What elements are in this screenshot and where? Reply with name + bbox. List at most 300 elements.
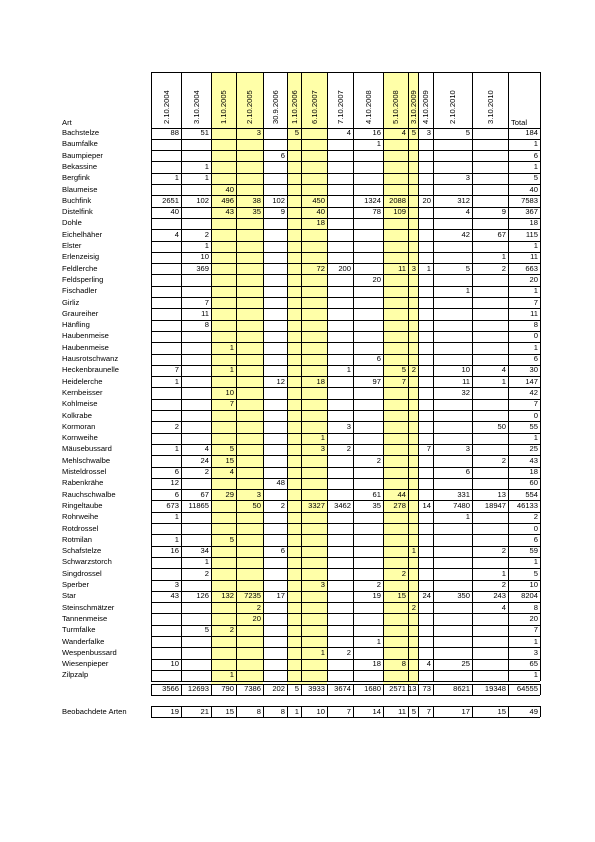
total-cell: 7 (533, 399, 538, 409)
count-cell: 48 (276, 478, 285, 488)
count-cell: 7 (401, 376, 406, 386)
count-cell: 2 (501, 455, 506, 465)
count-cell: 6 (280, 546, 285, 556)
total-cell: 7 (533, 297, 538, 307)
count-cell: 7480 (453, 500, 470, 510)
count-cell: 11865 (188, 500, 209, 510)
sum-cell: 7386 (244, 684, 261, 694)
total-cell: 59 (529, 546, 538, 556)
grid-line (151, 161, 540, 162)
count-cell: 102 (196, 195, 209, 205)
species-count-cell: 19 (170, 706, 179, 716)
total-header: Total (511, 117, 528, 127)
species-name: Mäusebussard (62, 444, 112, 454)
count-cell: 7 (426, 444, 431, 454)
total-cell: 8 (533, 602, 538, 612)
grid-line (151, 150, 540, 151)
count-cell: 1 (204, 161, 209, 171)
count-cell: 1 (229, 342, 234, 352)
species-name: Baumpieper (62, 150, 103, 160)
count-cell: 3 (426, 128, 431, 137)
species-name: Bachstelze (62, 128, 100, 137)
grid-line (151, 241, 540, 242)
grand-total-cell: 64555 (516, 684, 538, 694)
count-cell: 13 (497, 489, 506, 499)
species-count-cell: 15 (225, 706, 234, 716)
sum-cell: 12693 (187, 684, 209, 694)
species-count-cell: 1 (294, 706, 299, 716)
count-cell: 1 (465, 512, 470, 522)
total-cell: 1 (533, 670, 538, 680)
count-cell: 4 (346, 128, 351, 137)
count-cell: 2 (346, 647, 351, 657)
grid-line (540, 706, 541, 717)
species-name: Hänfling (62, 320, 90, 330)
count-cell: 2 (204, 568, 209, 578)
species-name: Blaumeise (62, 184, 98, 194)
grid-line (151, 534, 540, 535)
count-cell: 1 (174, 444, 179, 454)
species-name: Bergfink (62, 173, 90, 183)
count-cell: 200 (338, 263, 351, 273)
count-cell: 1 (346, 365, 351, 375)
species-name: Schafstelze (62, 546, 102, 556)
species-count-total-cell: 49 (529, 706, 538, 716)
species-name: Wespenbussard (62, 647, 117, 657)
count-cell: 109 (393, 207, 406, 217)
species-name: Feldsperling (62, 274, 104, 284)
grid-line (151, 297, 540, 298)
species-name: Bekassine (62, 161, 98, 171)
total-cell: 10 (529, 580, 538, 589)
total-cell: 554 (525, 489, 538, 499)
species-name: Haubenmeise (62, 342, 109, 352)
count-cell: 1 (229, 365, 234, 375)
date-header: 4.10.2008 (363, 89, 373, 124)
count-cell: 19 (372, 591, 381, 601)
total-cell: 1 (533, 286, 538, 296)
total-cell: 0 (533, 410, 538, 420)
total-cell: 1 (533, 433, 538, 443)
total-cell: 8 (533, 320, 538, 330)
species-name: Erlenzeisig (62, 252, 100, 262)
count-cell: 3327 (308, 500, 325, 510)
total-cell: 30 (529, 365, 538, 375)
grid-line (151, 195, 540, 196)
count-cell: 7 (204, 297, 209, 307)
species-name: Buchfink (62, 195, 92, 205)
count-cell: 4 (501, 365, 506, 375)
species-name: Tannenmeise (62, 613, 108, 623)
count-cell: 10 (170, 659, 179, 669)
count-cell: 450 (312, 195, 325, 205)
count-cell: 3462 (334, 500, 351, 510)
date-header: 6.10.2007 (309, 89, 319, 124)
grid-line (151, 410, 540, 411)
grid-line (151, 636, 540, 637)
total-cell: 0 (533, 331, 538, 341)
count-cell: 9 (280, 207, 285, 217)
species-name: Fischadler (62, 286, 98, 296)
date-header: 4.10.2009 (421, 89, 430, 124)
grid-line (151, 557, 540, 558)
count-cell: 10 (225, 387, 234, 397)
count-cell: 369 (196, 263, 209, 273)
total-cell: 367 (525, 207, 538, 217)
species-count-cell: 5 (411, 706, 416, 716)
grid-line (151, 308, 540, 309)
species-name: Singdrossel (62, 568, 102, 578)
count-cell: 2 (204, 229, 209, 239)
count-cell: 12 (276, 376, 285, 386)
count-cell: 67 (497, 229, 506, 239)
count-cell: 1 (501, 376, 506, 386)
count-cell: 78 (372, 207, 381, 217)
species-name: Wiesenpieper (62, 659, 109, 669)
species-name: Elster (62, 241, 82, 250)
count-cell: 6 (280, 150, 285, 160)
count-cell: 1 (229, 670, 234, 680)
count-cell: 1 (174, 376, 179, 386)
count-cell: 88 (170, 128, 179, 137)
count-cell: 18 (316, 376, 325, 386)
sum-cell: 13 (408, 684, 417, 694)
count-cell: 5 (229, 444, 234, 454)
species-name: Rabenkrähe (62, 478, 104, 488)
count-cell: 1 (426, 263, 431, 273)
date-header: 2.10.2004 (161, 89, 171, 124)
count-cell: 243 (493, 591, 506, 601)
count-cell: 102 (272, 195, 285, 205)
count-cell: 18947 (484, 500, 506, 510)
count-cell: 5 (294, 128, 299, 137)
count-cell: 38 (252, 195, 261, 205)
grid-line (151, 331, 540, 332)
sum-cell: 73 (422, 684, 431, 694)
count-cell: 2088 (389, 195, 406, 205)
grid-line (540, 684, 541, 695)
count-cell: 2651 (162, 195, 179, 205)
count-cell: 7 (229, 399, 234, 409)
species-name: Turmfalke (62, 625, 96, 635)
count-cell: 2 (401, 568, 406, 578)
species-name: Zilpzalp (62, 670, 89, 680)
count-cell: 2 (280, 500, 285, 510)
species-name: Sperber (62, 580, 90, 589)
total-cell: 20 (529, 274, 538, 284)
count-cell: 34 (200, 546, 209, 556)
grid-line (151, 184, 540, 185)
total-cell: 115 (525, 229, 538, 239)
species-name: Distelfink (62, 207, 93, 217)
total-cell: 0 (533, 523, 538, 533)
species-count-cell: 7 (346, 706, 351, 716)
total-cell: 663 (525, 263, 538, 273)
species-name: Wanderfalke (62, 636, 105, 646)
count-cell: 312 (457, 195, 470, 205)
date-header: 1.10.2006 (289, 89, 299, 124)
grid-line (151, 467, 540, 468)
count-cell: 1 (376, 636, 381, 646)
count-cell: 18 (316, 218, 325, 228)
grid-line (151, 274, 540, 275)
total-cell: 40 (529, 184, 538, 194)
count-cell: 3 (320, 444, 325, 454)
species-name: Graureiher (62, 308, 99, 318)
count-cell: 3 (465, 444, 470, 454)
grid-line (151, 286, 540, 287)
count-cell: 32 (461, 387, 470, 397)
count-cell: 6 (465, 467, 470, 476)
count-cell: 2 (501, 546, 506, 556)
total-cell: 1 (533, 636, 538, 646)
count-cell: 3 (346, 421, 351, 431)
count-cell: 11 (398, 263, 406, 273)
count-cell: 1 (376, 139, 381, 149)
total-cell: 60 (529, 478, 538, 488)
count-cell: 1 (465, 286, 470, 296)
count-cell: 132 (221, 591, 234, 601)
total-cell: 65 (529, 659, 538, 669)
total-cell: 1 (533, 241, 538, 250)
date-header: 3.10.2004 (191, 89, 201, 124)
count-cell: 2 (376, 580, 381, 589)
total-cell: 18 (529, 218, 538, 228)
count-cell: 278 (393, 500, 406, 510)
count-cell: 51 (200, 128, 209, 137)
grid-line (151, 399, 540, 400)
count-cell: 7 (174, 365, 179, 375)
highlight-column (287, 72, 301, 684)
count-cell: 1 (320, 647, 325, 657)
total-cell: 2 (533, 512, 538, 522)
grid-line (151, 512, 540, 513)
grid-line (151, 625, 540, 626)
total-cell: 25 (529, 444, 538, 454)
grid-line (151, 342, 540, 343)
count-cell: 43 (170, 591, 179, 601)
count-cell: 20 (252, 613, 261, 623)
count-cell: 126 (196, 591, 209, 601)
species-name: Rauchschwalbe (62, 489, 116, 499)
count-cell: 5 (401, 365, 406, 375)
count-cell: 4 (501, 602, 506, 612)
species-count-cell: 7 (426, 706, 431, 716)
total-cell: 42 (529, 387, 538, 397)
count-cell: 18 (372, 659, 381, 669)
date-header: 2.10.2005 (245, 89, 254, 124)
count-cell: 6 (174, 489, 179, 499)
total-cell: 20 (529, 613, 538, 623)
count-cell: 2 (376, 455, 381, 465)
total-cell: 46133 (516, 500, 538, 510)
grid-line (151, 613, 540, 614)
species-name: Haubenmeise (62, 331, 109, 341)
total-cell: 43 (529, 455, 538, 465)
total-cell: 147 (525, 376, 538, 386)
count-cell: 2 (174, 421, 179, 431)
count-cell: 3 (256, 489, 261, 499)
count-cell: 496 (221, 195, 234, 205)
count-cell: 20 (372, 274, 381, 284)
species-name: Misteldrossel (62, 467, 107, 476)
count-cell: 40 (316, 207, 325, 217)
count-cell: 44 (397, 489, 406, 499)
count-cell: 11 (201, 308, 209, 318)
sum-cell: 1680 (364, 684, 381, 694)
grid-line (540, 72, 541, 681)
count-cell: 2 (346, 444, 351, 454)
species-count-cell: 15 (497, 706, 506, 716)
count-cell: 4 (426, 659, 431, 669)
count-cell: 16 (372, 128, 381, 137)
count-cell: 4 (465, 207, 470, 217)
total-cell: 1 (533, 139, 538, 149)
count-cell: 5 (204, 625, 209, 635)
sum-cell: 3674 (334, 684, 351, 694)
date-header: 7.10.2007 (335, 89, 345, 124)
count-cell: 2 (411, 602, 416, 612)
grid-line (151, 681, 540, 682)
count-cell: 67 (200, 489, 209, 499)
count-cell: 1324 (364, 195, 381, 205)
species-name: Ringeltaube (62, 500, 103, 510)
species-name: Kohlmeise (62, 399, 98, 409)
total-cell: 18 (529, 467, 538, 476)
count-cell: 4 (229, 467, 234, 476)
grid-line (151, 173, 540, 174)
grid-line (151, 433, 540, 434)
count-cell: 2 (204, 467, 209, 476)
species-count-cell: 21 (200, 706, 209, 716)
species-name: Rotdrossel (62, 523, 99, 533)
total-cell: 11 (530, 252, 538, 262)
date-header: 2.10.2010 (448, 89, 457, 124)
species-name: Baumfalke (62, 139, 98, 149)
total-cell: 6 (533, 150, 538, 160)
count-cell: 1 (501, 252, 506, 262)
count-cell: 3 (320, 580, 325, 589)
count-cell: 17 (276, 591, 285, 601)
count-cell: 8 (204, 320, 209, 330)
grid-line (151, 320, 540, 321)
count-cell: 673 (166, 500, 179, 510)
species-name: Heckenbraunelle (62, 365, 119, 375)
count-cell: 7235 (244, 591, 261, 601)
count-cell: 1 (501, 568, 506, 578)
total-cell: 11 (530, 308, 538, 318)
count-cell: 29 (225, 489, 234, 499)
sum-cell: 202 (272, 684, 285, 694)
count-cell: 331 (457, 489, 470, 499)
total-cell: 1 (533, 557, 538, 567)
count-cell: 6 (376, 354, 381, 363)
label-header: Art (62, 117, 72, 127)
species-name: Kernbeisser (62, 387, 103, 397)
species-name: Rohrweihe (62, 512, 99, 522)
count-cell: 15 (225, 455, 234, 465)
count-cell: 10 (461, 365, 470, 375)
count-cell: 9 (501, 207, 506, 217)
count-cell: 2 (501, 263, 506, 273)
species-count-cell: 14 (372, 706, 381, 716)
count-cell: 2 (411, 365, 416, 375)
species-name: Schwarzstorch (62, 557, 112, 567)
count-cell: 43 (225, 207, 234, 217)
total-cell: 6 (533, 354, 538, 363)
species-count-cell: 8 (256, 706, 261, 716)
species-name: Steinschmätzer (62, 602, 115, 612)
species-name: Rotmilan (62, 534, 92, 544)
total-cell: 184 (525, 128, 538, 137)
count-cell: 3 (174, 580, 179, 589)
grid-line (151, 695, 540, 696)
species-name: Mehlschwalbe (62, 455, 111, 465)
count-cell: 24 (200, 455, 209, 465)
grid-line (151, 218, 540, 219)
count-cell: 5 (465, 263, 470, 273)
grid-line (151, 72, 540, 73)
total-cell: 8204 (521, 591, 538, 601)
species-name: Hausrotschwanz (62, 354, 119, 363)
species-name: Kornweihe (62, 433, 98, 443)
count-cell: 1 (320, 433, 325, 443)
sum-cell: 5 (294, 684, 299, 694)
total-cell: 55 (529, 421, 538, 431)
count-cell: 35 (252, 207, 261, 217)
count-cell: 4 (204, 444, 209, 454)
count-cell: 25 (461, 659, 470, 669)
count-cell: 16 (170, 546, 179, 556)
count-cell: 5 (411, 128, 416, 137)
count-cell: 5 (229, 534, 234, 544)
total-cell: 5 (533, 173, 538, 183)
count-cell: 97 (372, 376, 381, 386)
total-cell: 5 (533, 568, 538, 578)
grid-line (151, 717, 540, 718)
grid-line (151, 354, 540, 355)
species-count-cell: 17 (461, 706, 470, 716)
count-cell: 24 (422, 591, 431, 601)
count-cell: 6 (174, 467, 179, 476)
count-cell: 50 (252, 500, 261, 510)
species-name: Kolkrabe (62, 410, 92, 420)
total-cell: 1 (533, 161, 538, 171)
total-cell: 1 (533, 342, 538, 352)
species-count-cell: 11 (398, 706, 406, 716)
date-header: 1.10.2005 (219, 89, 228, 124)
count-cell: 4 (174, 229, 179, 239)
count-cell: 3 (411, 263, 416, 273)
count-cell: 10 (200, 252, 209, 262)
grid-line (151, 139, 540, 140)
total-cell: 7 (533, 625, 538, 635)
date-header: 5.10.2008 (391, 89, 400, 124)
count-cell: 42 (461, 229, 470, 239)
species-name: Feldlerche (62, 263, 98, 273)
count-cell: 14 (422, 500, 431, 510)
sum-cell: 3933 (308, 684, 325, 694)
count-cell: 61 (372, 489, 381, 499)
count-cell: 1 (204, 173, 209, 183)
count-cell: 11 (462, 376, 470, 386)
count-cell: 2 (229, 625, 234, 635)
count-cell: 8 (401, 659, 406, 669)
count-cell: 1 (174, 534, 179, 544)
total-cell: 3 (533, 647, 538, 657)
sum-cell: 2571 (389, 684, 406, 694)
count-cell: 12 (170, 478, 179, 488)
